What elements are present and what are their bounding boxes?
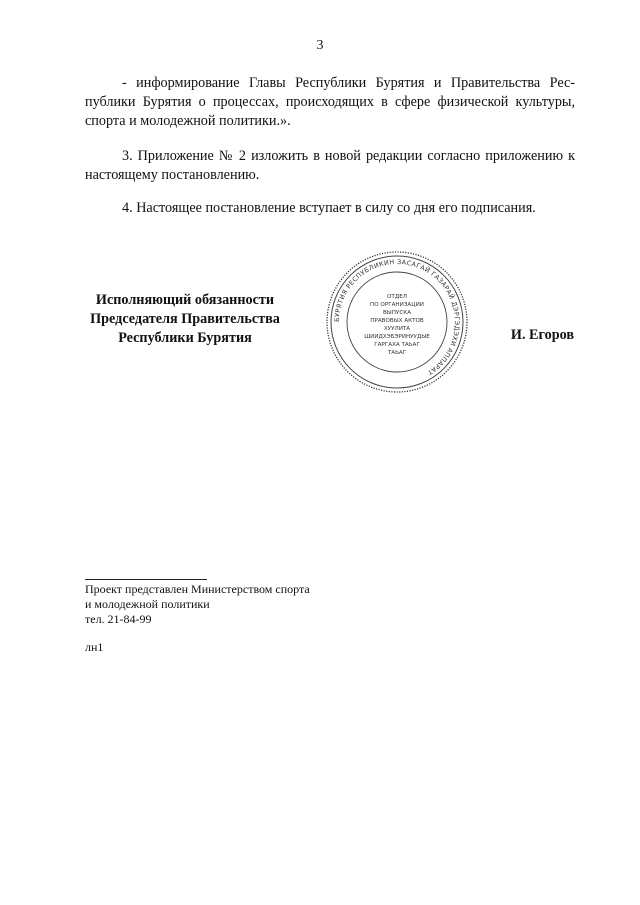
paragraph-item-3: 3. Приложение № 2 изложить в новой редакции согласно приложению к настоящему постановлению. bbox=[85, 148, 575, 183]
footnote-block bbox=[85, 582, 310, 627]
seal-outer-text: БУРЯТИЯ РЕСПУБЛИКИН ЗАСАГАЙ ГАЗАРАЙ ДЭРГЭДЭХИ АППАРАТ bbox=[332, 257, 462, 377]
seal-inner-line: ТАЬАГ bbox=[387, 350, 407, 356]
seal-inner-line: ОТДЕЛ bbox=[387, 294, 407, 300]
seal-inner-line: ШИИДХЭБЭРИНУУДЫЕ bbox=[364, 334, 430, 340]
seal-inner-line: ВЫПУСКА bbox=[382, 310, 412, 316]
paragraph-item-4: 4. Настоящее постановление вступает в силу со дня его подписания. bbox=[122, 200, 536, 216]
signatory-line: Исполняющий обязанности bbox=[95, 292, 275, 308]
footnote-line: тел. 21-84-99 bbox=[85, 612, 152, 626]
seal-inner-line: ГАРГАХА ТАЬАГ bbox=[374, 342, 420, 348]
page-number: 3 bbox=[316, 38, 324, 53]
footnote-line: Проект представлен Министерством спорта bbox=[85, 582, 310, 596]
signatory-name: И. Егоров bbox=[510, 327, 574, 343]
signatory-line: Республики Бурятия bbox=[118, 330, 252, 346]
signatory-position bbox=[80, 291, 290, 348]
seal-inner-line: ПО ОРГАНИЗАЦИИ bbox=[370, 302, 424, 308]
seal-inner-line: ХУУЛИТА bbox=[383, 326, 411, 332]
footnote-divider bbox=[85, 579, 207, 580]
footnote-line: и молодежной политики bbox=[85, 597, 210, 611]
document-code: лн1 bbox=[85, 640, 104, 654]
seal-inner-line: ПРАВОВЫХ АКТОВ bbox=[370, 318, 424, 324]
signatory-line: Председателя Правительства bbox=[90, 311, 280, 327]
official-seal-stamp bbox=[325, 250, 469, 394]
paragraph-informing: - информирование Главы Республики Бурятия и Правительства Республики Бурятия о процессах, происходящих в сфере физической культуры, спорта и молодежной политики.». bbox=[85, 75, 575, 129]
